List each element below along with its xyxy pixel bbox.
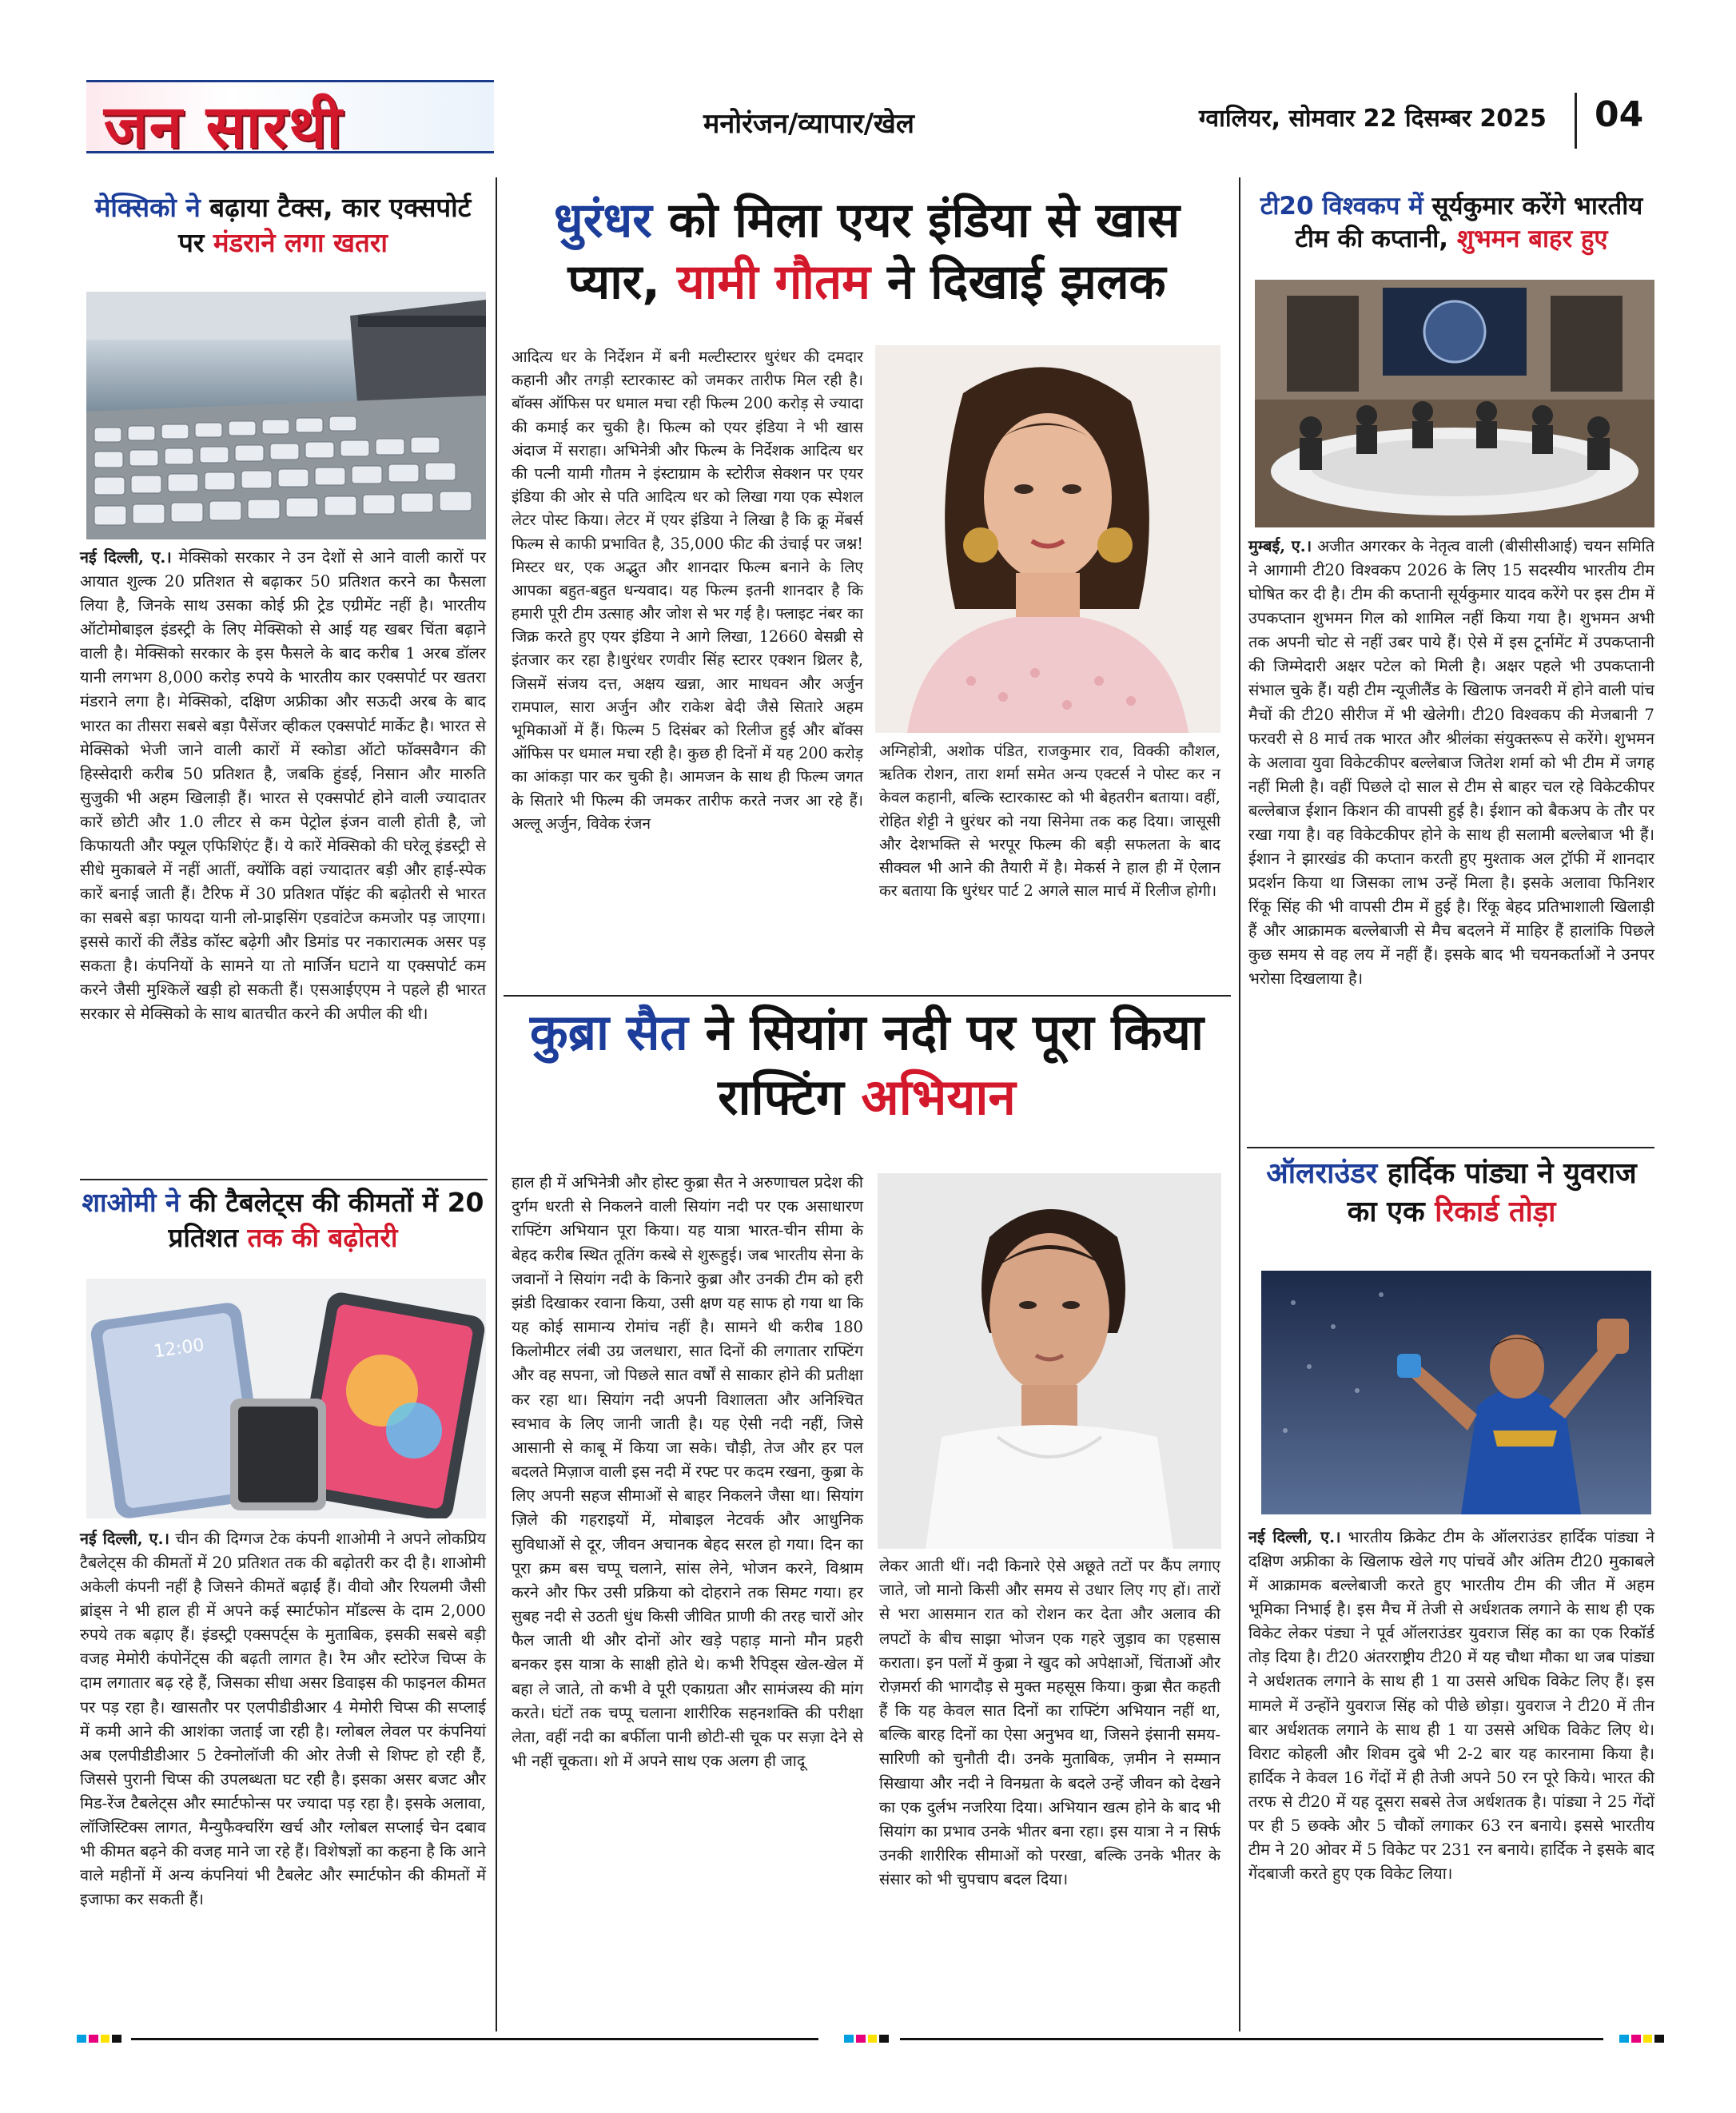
issue-dateline: ग्वालियर, सोमवार 22 दिसम्बर 2025	[1199, 105, 1547, 133]
kubbra-headline	[505, 1001, 1228, 1129]
newspaper-logo	[86, 80, 494, 161]
masthead-divider	[1575, 93, 1577, 149]
headline-highlight: धुरंधर	[553, 193, 652, 249]
hardik-body	[1248, 1525, 1654, 1886]
article-body-text: मेक्सिको सरकार ने उन देशों से आने वाली कारों पर आयात शुल्क 20 प्रतिशत से बढ़ाकर 50 प्रतिशत करने का फैसला लिया है, जिनके साथ उसका कोई फ्री ट्रेड एग्रीमेंट नहीं है। भारतीय ऑटोमोबाइल इंडस्ट्री के लिए मेक्सिको से आई यह खबर चिंता बढ़ाने वाली है। मेक्सिको सरकार के इस फैसले के बाद करीब 1 अरब डॉलर यानी लगभग 8,000 करोड़ रुपये के भारतीय कार एक्सपोर्ट पर खतरा मंडराने लगा है। मेक्सिको, दक्षिण अफ्रीका और सऊदी अरब के बाद भारत का तीसरा सबसे बड़ा पैसेंजर व्हीकल एक्सपोर्ट मार्केट है। भारत से मेक्सिको भेजी जाने वाली कारों में स्कोडा ऑटो फॉक्सवैगन की हिस्सेदारी करीब 50 प्रतिशत है, जबकि हुंडई, निसान और मारुति सुजुकी भी अहम खिलाड़ी हैं। भारत से एक्सपोर्ट होने वाली ज्यादातर कारें छोटी और 1.0 लीटर से कम पेट्रोल इंजन वाली होती है, जो किफायती और फ्यूल एफिशिएंट हैं। ये कारें मेक्सिको की घरेलू इंडस्ट्री से सीधे मुकाबले में नहीं आतीं, क्योंकि वहां ज्यादातर बड़ी और हाई-स्पेक कारें बनाई जाती हैं। टैरिफ में 30 प्रतिशत पॉइंट की बढ़ोतरी से भारत का सबसे बड़ा फायदा यानी लो-प्राइसिंग एडवांटेज कमजोर पड़ जाएगा। इससे कारों की लैंडेड कॉस्ट बढ़ेगी और डिमांड पर नकारात्मक असर पड़ सकता है। कंपनियों के सामने या तो मार्जिन घटाने या एक्सपोर्ट कम करने जैसी मुश्किलें खड़ी हो सकती हैं। एसआईएएम ने पहले ही भारत सरकार से मेक्सिको के साथ बातचीत करने की अपील की थी।	[80, 548, 486, 1024]
xiaomi-headline	[80, 1185, 486, 1255]
headline-highlight: मंडराने लगा खतरा	[213, 226, 388, 258]
headline-highlight: यामी गौतम	[676, 253, 871, 310]
kubbra-article	[505, 1001, 1228, 1129]
article-body-text: अग्निहोत्री, अशोक पंडित, राजकुमार राव, विक्की कौशल, ऋतिक रोशन, तारा शर्मा समेत अन्य एक्टर्स ने पोस्ट कर न केवल कहानी, बल्कि स्टारकास्ट को भी बेहतरीन बताया। वहीं, रोहित शेट्टी ने धुरंधर को नया सिनेमा तक कह दिया। जासूसी और देशभक्ति से भरपूर फिल्म की बड़ी सफलता के बाद सीक्वल भी आने की तैयारी में है। मेकर्स ने हाल ही में ऐलान कर बताया कि धुरंधर पार्ट 2 अगले साल मार्च में रिलीज होगी।	[879, 742, 1220, 901]
cricketer-illustration	[1261, 1271, 1651, 1514]
t20-article	[1248, 190, 1654, 256]
t20-headline	[1248, 190, 1654, 256]
section-rule-center	[504, 995, 1231, 997]
column-rule-left	[496, 177, 497, 2031]
yami-gautam-photo	[875, 345, 1220, 733]
headline-highlight: कुब्रा सैत	[529, 1003, 688, 1061]
portrait-illustration	[875, 345, 1220, 733]
article-dateline: नई दिल्ली, ए.।	[1248, 1527, 1341, 1546]
tablet-photo	[86, 1279, 486, 1518]
car-port-illustration	[86, 292, 486, 539]
headline-highlight: शाओमी ने	[82, 1187, 181, 1218]
footer-rule	[131, 2038, 818, 2040]
headline-highlight: मेक्सिको ने	[94, 192, 201, 223]
selection-meeting-photo	[1255, 280, 1654, 527]
headline-highlight: टी20 विश्वकप में	[1260, 192, 1423, 221]
headline-text: ने दिखाई झलक	[886, 253, 1166, 310]
headline-text: ने सियांग नदी पर पूरा किया राफ्टिंग	[705, 1003, 1204, 1126]
mexico-article	[80, 190, 486, 260]
article-body-text: अजीत अगरकर के नेतृत्व वाली (बीसीसीआई) चयन समिति ने आगामी टी20 विश्वकप 2026 के लिए 15 सदस्यीय भारतीय टीम घोषित कर दी है। टीम की कप्तानी सूर्यकुमार यादव करेंगे पर इस टीम में उपकप्तान शुभमन गिल को शामिल नहीं किया गया है। शुभमन अभी तक अपनी चोट से नहीं उबर पाये हैं। ऐसे में इस टूर्नामेंट में उपकप्तानी की जिम्मेदारी अक्षर पटेल को मिली है। अक्षर पहले भी उपकप्तानी संभाल चुके हैं। यही टीम न्यूजीलैंड के खिलाफ जनवरी में होने वाली पांच मैचों की टी20 सीरीज में भी खेलेगी। टी20 विश्वकप की मेजबानी 7 फरवरी से 8 मार्च तक भारत और श्रीलंका संयुक्तरूप से करेंगे। शुभमन के अलावा युवा विकेटकीपर बल्लेबाज जितेश शर्मा को भी टीम में जगह नहीं मिली है। वहीं पिछले दो साल से टीम से बाहर चल रहे विकेटकीपर बल्लेबाज ईशान किशन की वापसी हुई है। ईशान को बैकअप के तौर पर रखा गया है। वह विकेटकीपर होने के साथ ही सलामी बल्लेबाज भी हैं। ईशान ने झारखंड की कप्तान करती हुए मुश्ताक अल ट्रॉफी में शानदार प्रदर्शन किया था जिसका लाभ उन्हें मिला है। इसके अलावा फिनिशर रिंकू सिंह की भी वापसी टीम में हुई है। रिंकू बेहद प्रतिभाशाली खिलाड़ी हैं और आक्रामक बल्लेबाजी से मैच बदलने में माहिर हैं हालांकि पिछले कुछ समय से वह लय में नहीं हैं। इसके बाद भी चयनकर्ताओं ने उनपर भरोसा दिखलाया है।	[1248, 537, 1654, 989]
dhurandhar-headline	[505, 190, 1228, 313]
headline-highlight: अभियान	[861, 1067, 1016, 1126]
dhurandhar-body-right	[879, 739, 1220, 902]
color-registration-mark	[844, 2035, 889, 2043]
color-registration-mark	[77, 2035, 121, 2043]
tablet-illustration	[86, 1279, 486, 1518]
hardik-pandya-photo	[1261, 1271, 1651, 1514]
kubbra-body-right	[879, 1554, 1220, 1892]
xiaomi-article	[80, 1185, 486, 1255]
color-registration-mark	[1619, 2035, 1664, 2043]
kubbra-body-left	[512, 1171, 863, 1773]
dhurandhar-body-left	[512, 345, 863, 835]
article-body-text: लेकर आती थीं। नदी किनारे ऐसे अछूते तटों पर कैंप लगाए जाते, जो मानो किसी और समय से उधार लिए गए हों। तारों से भरा आसमान रात को रोशन कर देता और अलाव की लपटों के बीच साझा भोजन एक गहरे जुड़ाव का एहसास कराता। इन पलों में कुब्रा ने खुद को अपेक्षाओं, चिंताओं और रोज़मर्रा की भागदौड़ से मुक्त महसूस किया। कुब्रा सैत कहती हैं कि यह केवल सात दिनों का राफ्टिंग अभियान नहीं था, बल्कि बारह दिनों का ऐसा अनुभव था, जिसने इंसानी समय-सारिणी को चुनौती दी। उनके मुताबिक, ज़मीन ने सम्मान सिखाया और नदी ने विनम्रता के बदले उन्हें जीवन को देखने का एक दुर्लभ नजरिया दिया। अभियान खत्म होने के बाद भी सियांग का प्रभाव उनके भीतर बना रहा। इस यात्रा ने न सिर्फ उनकी शारीरिक सीमाओं को परखा, बल्कि उनके भीतर के संसार को भी चुपचाप बदल दिया।	[879, 1557, 1220, 1889]
car-port-photo	[86, 292, 486, 539]
hardik-headline	[1248, 1155, 1654, 1231]
headline-highlight: ऑलराउंडर	[1266, 1157, 1378, 1190]
mexico-headline	[80, 190, 486, 260]
article-body-text: आदित्य धर के निर्देशन में बनी मल्टीस्टारर धुरंधर की दमदार कहानी और तगड़ी स्टारकास्ट को जमकर तारीफ मिल रही है। बॉक्स ऑफिस पर धमाल मचा रही फिल्म 200 करोड़ से ज्यादा की कमाई कर चुकी है। फिल्म को एयर इंडिया ने भी खास अंदाज में सराहा। अभिनेत्री और फिल्म के निर्देशक आदित्य धर की पत्नी यामी गौतम ने इंस्टाग्राम के स्टोरीज सेक्शन पर एयर इंडिया की ओर से पति आदित्य धर को लिखा गया एक स्पेशल लेटर पोस्ट किया। लेटर में एयर इंडिया ने लिखा है कि क्रू मेंबर्स फिल्म से काफी प्रभावित है, 35,000 फीट की उंचाई पर जश्न! मिस्टर धर, एक अद्भुत और शानदार फिल्म बनाने के लिए आपका बहुत-बहुत धन्यवाद। यह फिल्म इतनी शानदार है कि हमारी पूरी टीम उत्साह और जोश से भर गई है। फ्लाइट नंबर का जिक्र करते हुए एयर इंडिया ने आगे लिखा, 12660 बेसब्री से इंतजार कर रहा है।धुरंधर रणवीर सिंह स्टारर एक्शन थ्रिलर है, जिसमें संजय दत्त, अक्षय खन्ना, आर माधवन और अर्जुन रामपाल, सारा अर्जुन और राकेश बेदी जैसे सितारे अहम भूमिकाओं में हैं। फिल्म 5 दिसंबर को रिलीज हुई और बॉक्स ऑफिस पर धमाल मचा रही है। कुछ ही दिनों में यह 200 करोड़ का आंकड़ा पार कर चुकी है। आमजन के साथ ही फिल्म जगत के सितारे भी फिल्म की जमकर तारीफ करते नजर आ रहे हैं। अल्लू अर्जुन, विवेक रंजन	[512, 348, 863, 833]
headline-text: हार्दिक पांड्या ने युवराज का एक	[1347, 1157, 1637, 1228]
page-number: 04	[1595, 94, 1644, 135]
newspaper-title: जन सारथी	[104, 93, 344, 161]
headline-highlight: शुभमन बाहर हुए	[1456, 224, 1608, 253]
footer-bar	[77, 2033, 1675, 2044]
article-body-text: हाल ही में अभिनेत्री और होस्ट कुब्रा सैत ने अरुणाचल प्रदेश की दुर्गम धरती से निकलने वाली सियांग नदी पर एक असाधारण राफ्टिंग अभियान पूरा किया। यह यात्रा भारत-चीन सीमा के बेहद करीब स्थित तूतिंग कस्बे से शुरूहुई। जब भारतीय सेना के जवानों ने सियांग नदी के किनारे कुब्रा और उनकी टीम को हरी झंडी दिखाकर रवाना किया, उसी क्षण यह साफ हो गया था कि यह कोई सामान्य रोमांच नहीं है। सामने थी करीब 180 किलोमीटर लंबी उग्र जलधारा, सात दिनों की लगातार राफ्टिंग और वह सपना, जो पिछले सात वर्षों से साकार होने की प्रतीक्षा कर रहा था। सियांग नदी अपनी विशालता और अनिश्चित स्वभाव के लिए जानी जाती है। यह ऐसी नदी नहीं, जिसे आसानी से काबू में किया जा सके। चौड़ी, तेज और हर पल बदलते मिज़ाज वाली इस नदी में रफ्ट पर कदम रखना, कुब्रा के लिए अपनी सहज सीमाओं से बाहर निकलने जैसा था। सियांग ज़िले की गहराइयों में, मोबाइल नेटवर्क और आधुनिक सुविधाओं से दूर, जीवन अचानक बेहद सरल हो गया। दिन का पूरा क्रम बस चप्पू चलाने, सांस लेने, भोजन करने, विश्राम करने और फिर उसी प्रक्रिया को दोहराने तक सिमट गया। हर सुबह नदी से उठती धुंध किसी जीवित प्राणी की तरह चारों ओर फैल जाती थी और दोनों ओर खड़े पहाड़ मानो मौन प्रहरी बनकर इस यात्रा के साक्षी होते थे। कभी रैपिड्स खेल-खेल में बहा ले जाते, तो कभी वे पूरी एकाग्रता और सामंजस्य की मांग करते। घंटों तक चप्पू चलाना शारीरिक सहनशक्ति की परीक्षा लेता, वहीं नदी का बर्फीला पानी छोटी-सी चूक पर सज़ा देने से भी नहीं चूकता। शो में अपने साथ एक अलग ही जादू	[512, 1173, 863, 1771]
meeting-illustration	[1255, 280, 1654, 527]
section-rule-right	[1247, 1147, 1654, 1148]
article-body-text: भारतीय क्रिकेट टीम के ऑलराउंडर हार्दिक पांड्या ने दक्षिण अफ्रीका के खिलाफ खेले गए पांचवें और अंतिम टी20 मुकाबले में आक्रामक बल्लेबाजी करते हुए भारतीय टीम की जीत में अहम भूमिका निभाई है। इस मैच में तेजी से अर्धशतक लगाने के साथ ही एक विकेट लेकर पंड्या ने पूर्व ऑलराउंडर युवराज सिंह का का एक रिकॉर्ड तोड़ दिया है। टी20 अंतरराष्ट्रीय टी20 में यह चौथा मौका था जब पांड्या ने अर्धशतक लगाने के साथ ही 1 या उससे अधिक विकेट लिए हैं। इस मामले में उन्होंने युवराज सिंह को पीछे छोड़ा। युवराज ने टी20 में तीन बार अर्धशतक लगाने के साथ ही 1 या उससे अधिक विकेट लिए थे। विराट कोहली और शिवम दुबे भी 2-2 बार यह कारनामा किया है। हार्दिक ने केवल 16 गेंदों में ही तेजी अपने 50 रन पूरे किये। भारत की तरफ से टी20 में यह दूसरा सबसे तेज अर्धशतक है। पांड्या ने 25 गेंदों पर ही 5 छक्के और 5 चौकों लगाकर 63 रन बनाये। इससे भारतीय टीम ने 20 ओवर में 5 विकेट पर 231 रन बनाये। हार्दिक ने इसके बाद गेंदबाजी करते हुए एक विकेट लिया।	[1248, 1528, 1654, 1884]
headline-text: सूर्यकुमार करेंगे भारतीय टीम की कप्तानी,	[1295, 192, 1643, 253]
tablet-clock: 12:00	[152, 1335, 206, 1363]
footer-rule	[900, 2038, 1603, 2040]
dhurandhar-article	[505, 190, 1228, 313]
masthead	[72, 80, 1662, 160]
article-dateline: मुम्बई, ए.।	[1248, 536, 1312, 555]
headline-highlight: रिकार्ड तोड़ा	[1435, 1195, 1556, 1228]
article-dateline: नई दिल्ली, ए.।	[80, 547, 172, 567]
hardik-article	[1248, 1155, 1654, 1231]
t20-body	[1248, 534, 1654, 991]
section-rule-left	[80, 1179, 488, 1180]
section-label: मनोरंजन/व्यापार/खेल	[703, 108, 914, 140]
article-dateline: नई दिल्ली, ए.।	[80, 1529, 169, 1548]
mexico-body	[80, 545, 486, 1027]
column-rule-right	[1239, 177, 1240, 2031]
kubbra-sait-photo	[878, 1173, 1221, 1549]
portrait-illustration	[878, 1173, 1221, 1549]
headline-text: को मिला एयर इंडिया से खास प्यार,	[567, 193, 1181, 310]
xiaomi-body	[80, 1526, 486, 1912]
headline-text: की टैबलेट्स की कीमतों में 20 प्रतिशत	[168, 1187, 484, 1253]
headline-highlight: तक की बढ़ोतरी	[247, 1221, 398, 1253]
article-body-text: चीन की दिग्गज टेक कंपनी शाओमी ने अपने लोकप्रिय टैबलेट्स की कीमतों में 20 प्रतिशत तक की बढ़ोतरी कर दी है। शाओमी अकेली कंपनी नहीं है जिसने कीमतें बढ़ाईं हैं। वीवो और रियलमी जैसी ब्रांड्स ने भी हाल ही में अपने कई स्मार्टफोन मॉडल्स के दाम 2,000 रुपये तक बढ़ाए हैं। इंडस्ट्री एक्सपर्ट्स के मुताबिक, इसकी सबसे बड़ी वजह मेमोरी कंपोनेंट्स की बढ़ती लागत है। रैम और स्टोरेज चिप्स के दाम लगातार बढ़ रहे हैं, जिसका सीधा असर डिवाइस की फाइनल कीमत पर पड़ रहा है। खासतौर पर एलपीडीडीआर 4 मेमोरी चिप्स की सप्लाई में कमी आने की आशंका जताई जा रही है। ग्लोबल लेवल पर कंपनियां अब एलपीडीडीआर 5 टेक्नोलॉजी की ओर तेजी से शिफ्ट हो रही हैं, जिससे पुरानी चिप्स की उपलब्धता घट रही है। इसका असर बजट और मिड-रेंज टैबलेट्स और स्मार्टफोन्स पर ज्यादा पड़ रहा है। इसके अलावा, लॉजिस्टिक्स लागत, मैन्युफैक्चरिंग खर्च और ग्लोबल सप्लाई चेन दबाव भी कीमत बढ़ने की वजह माने जा रहे हैं। विशेषज्ञों का कहना है कि आने वाले महीनों में अन्य कंपनियां भी टैबलेट और स्मार्टफोन की कीमतों में इजाफा कर सकती हैं।	[80, 1530, 486, 1909]
headline-text: बढ़ाया टैक्स, कार एक्सपोर्ट पर	[178, 192, 472, 258]
